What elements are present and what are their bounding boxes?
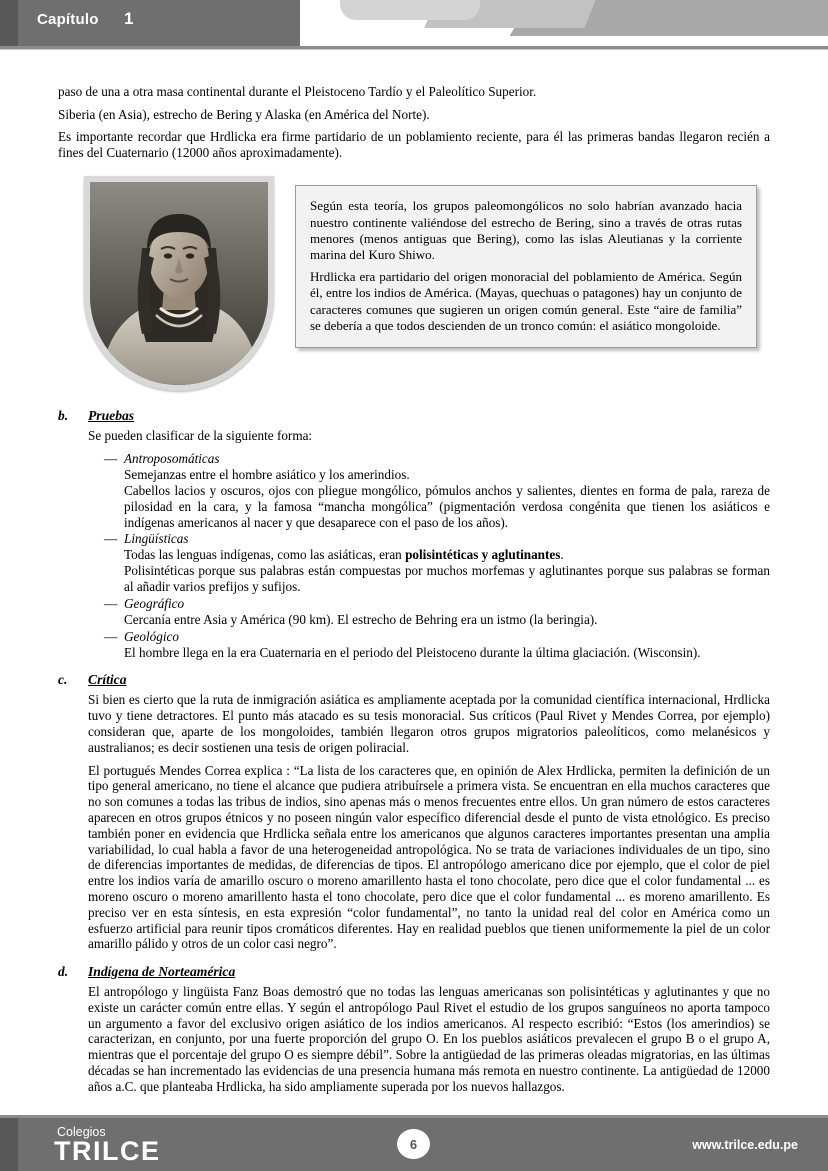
section-heading <box>58 964 770 980</box>
line-post: . <box>560 547 564 563</box>
dash-marker: — <box>104 628 118 644</box>
section-letter: c. <box>58 672 68 688</box>
list-item-body <box>124 467 770 530</box>
list-item-title: Geológico <box>124 628 179 644</box>
list-item <box>104 451 770 530</box>
critica-paragraph-1: Si bien es cierto que la ruta de inmigración asiática es ampliamente aceptada por la comunidad científica internacional, Hrdlicka tuvo y tiene detractores. El punto más atacado es su tesis monoracial. Sus críticos (Paul Rivet y Mendes Correa, por ejemplo) consideran que, aparte de los mongoloides, también llegaron otros grupos migratorios paleolíticos, como melanésicos y australianos; es decir sostienen una tesis de origen poliracial. <box>88 692 770 755</box>
header-rule-light <box>0 49 828 50</box>
header-swoosh-left <box>340 0 480 20</box>
section-heading <box>58 672 770 688</box>
section-indigena-norteamerica <box>58 964 770 1095</box>
list-item <box>104 531 770 594</box>
quote-paragraph-2: Hrdlicka era partidario del origen monoracial del poblamiento de América. Según él, entre los indios de América. (Mayas, quechuas o patagones) hay un conjunto de caracteres comunes que sugieren un origen común general. Este “aire de familia” se debería a que todos descienden de un tronco común: el asiático mongoloide. <box>310 269 742 333</box>
section-body <box>88 984 770 1095</box>
intro-paragraph-3: Es importante recordar que Hrdlicka era firme partidario de un poblamiento reciente, para él las primeras bandas llegaron recién a fines del Cuaternario (12000 años aproximadamente). <box>58 129 770 160</box>
section-critica <box>58 672 770 952</box>
page-header <box>0 0 828 46</box>
quote-box <box>295 185 757 348</box>
figure-row <box>58 176 770 396</box>
section-heading <box>58 408 770 424</box>
brand-subtitle: Colegios <box>57 1125 106 1139</box>
intro-block <box>58 84 770 160</box>
list-item-line: Cabellos lacios y oscuros, ojos con pliegue mongólico, pómulos anchos y salientes, dientes en forma de pala, rareza de pilosidad en la cara, y la famosa “mancha mongólica” (pigmentación verdosa congénita que tienen los asiáticos e indígenas americanos al nacer y que desaparece con el paso de los años). <box>124 482 770 530</box>
list-item-line: Semejanzas entre el hombre asiático y los amerindios. <box>124 467 410 483</box>
header-accent-stripe <box>0 0 18 46</box>
native-american-chief-portrait <box>90 182 268 385</box>
list-item-title: Antroposomáticas <box>124 451 220 467</box>
line-bold: polisintéticas y aglutinantes <box>405 547 561 563</box>
section-pruebas <box>58 408 770 660</box>
list-item-title: Geográfico <box>124 595 185 611</box>
section-body <box>88 428 770 660</box>
list-item-body <box>124 612 770 628</box>
list-item-body <box>124 645 770 661</box>
list-item-title: Lingüísticas <box>124 531 189 547</box>
brand-title: TRILCE <box>54 1136 161 1166</box>
list-item-line-rich <box>124 547 770 563</box>
section-title: Pruebas <box>88 408 135 424</box>
intro-paragraph-1: paso de una a otra masa continental durante el Pleistoceno Tardío y el Paleolítico Superior. <box>58 84 537 99</box>
footer-accent-stripe <box>0 1118 18 1171</box>
critica-paragraph-2: El portugués Mendes Correa explica : “La lista de los caracteres que, en opinión de Alex Hrdlicka, permiten la definición de un tipo general americano, no tiene el alcance que pudiera atribuírsele a primera vista. Se encuentran en ella muchos caracteres que no son comunes a todas las tribus de indios, sino apenas más o menos frecuentes entre ellos. Un gran número de estos caracteres aparecen en otros grupos étnicos y no poseen ningún valor específico diferencial desde el punto de vista etnológico. Es preciso también poner en evidencia que Hrdlicka señala entre los americanos que algunos caracteres importantes presentan una amplia variabilidad, lo cual habla a favor de una heterogeneidad antropológica. No se trata de variaciones individuales de un tipo, sino de diferencias importantes de medidas, de diferencias de tipos. El antropólogo americano dice por ejemplo, que el color de piel entre los indios varía de amarillo oscuro o moreno amarillento hasta el tono chocolate, pero dice que el color fundamental ... es moreno oscuro o moreno amarillento hasta el tono chocolate, pero dice que el color fundamental ... es moreno amarillento. Es preciso ver en esta síntesis, en esta expresión “color fundamental”, no tanto la unidad real del color en América como un esfuerzo artificial para reunir tipos cromáticos diferentes. Hay en realidad pueblos que tienen uniformemente la piel de un color amarillo pálido y otros de un color casi negro”. <box>88 762 770 952</box>
list-item-line: Cercanía entre Asia y América (90 km). El estrecho de Behring era un istmo (la beringia). <box>124 611 598 627</box>
list-item-line: Polisintéticas porque sus palabras están compuestas por muchos morfemas y aglutinantes porque sus palabras se forman al añadir varios prefijos y sufijos. <box>124 563 770 594</box>
list-item-line: El hombre llega en la era Cuaternaria en el periodo del Pleistoceno durante la última glaciación. (Wisconsin). <box>124 644 701 660</box>
section-title: Crítica <box>88 672 127 688</box>
dash-marker: — <box>104 595 118 611</box>
dash-marker: — <box>104 531 118 547</box>
page-footer <box>0 1118 828 1171</box>
section-letter: d. <box>58 964 69 980</box>
quote-paragraph-1: Según esta teoría, los grupos paleomongólicos no solo habrían avanzado hacia nuestro continente valiéndose del estrecho de Bering, sino a través de otras rutas menores (menos antiguas que Bering), como las islas Aleutianas y la corriente marina del Kuro Shiwo. <box>310 198 742 262</box>
intro-paragraph-2: Siberia (en Asia), estrecho de Bering y Alaska (en América del Norte). <box>58 106 430 122</box>
chapter-number: 1 <box>124 9 134 28</box>
list-item-body <box>124 547 770 594</box>
page-content <box>0 52 828 1102</box>
footer-rule <box>0 1115 828 1118</box>
section-body <box>88 692 770 952</box>
page-number: 6 <box>397 1129 430 1159</box>
dash-marker: — <box>104 451 118 467</box>
indigena-paragraph-1: El antropólogo y lingüista Fanz Boas demostró que no todas las lenguas americanas son polisintéticas y aglutinantes y que no existe un carácter común entre ellas. Y según el antropólogo Paul Rivet el estudio de los grupos sanguíneos no aporta tampoco un argumento a favor del exclusivo origen asiático de los indios americanos. Al respecto escribió: “Estos (los amerindios) se caracterizan, en conjunto, por una fuerte proporción del grupo O. En los pueblos asiáticos prevalecen el grupo B o el grupo A, mientras que el porcentaje del grupo O es siempre débil”. Sobre la antigüedad de las primeras oleadas migratorias, en las últimas décadas se han incrementado las evidencias de una presencia humana más remota en nuestro continente. La antigüedad de 12000 años a.C. que planteaba Hrdlicka, ha sido ampliamente superada por los nuevos hallazgos. <box>88 984 770 1094</box>
photo-frame <box>84 176 274 391</box>
line-pre: Todas las lenguas indígenas, como las asiáticas, eran <box>124 547 406 563</box>
section-letter: b. <box>58 408 69 424</box>
website-link[interactable]: www.trilce.edu.pe <box>692 1138 798 1152</box>
list-item <box>104 629 770 661</box>
section-title: Indígena de Norteamérica <box>88 964 236 980</box>
pruebas-intro: Se pueden clasificar de la siguiente forma: <box>88 428 313 444</box>
chapter-label: Capítulo <box>37 11 99 28</box>
list-item <box>104 596 770 628</box>
